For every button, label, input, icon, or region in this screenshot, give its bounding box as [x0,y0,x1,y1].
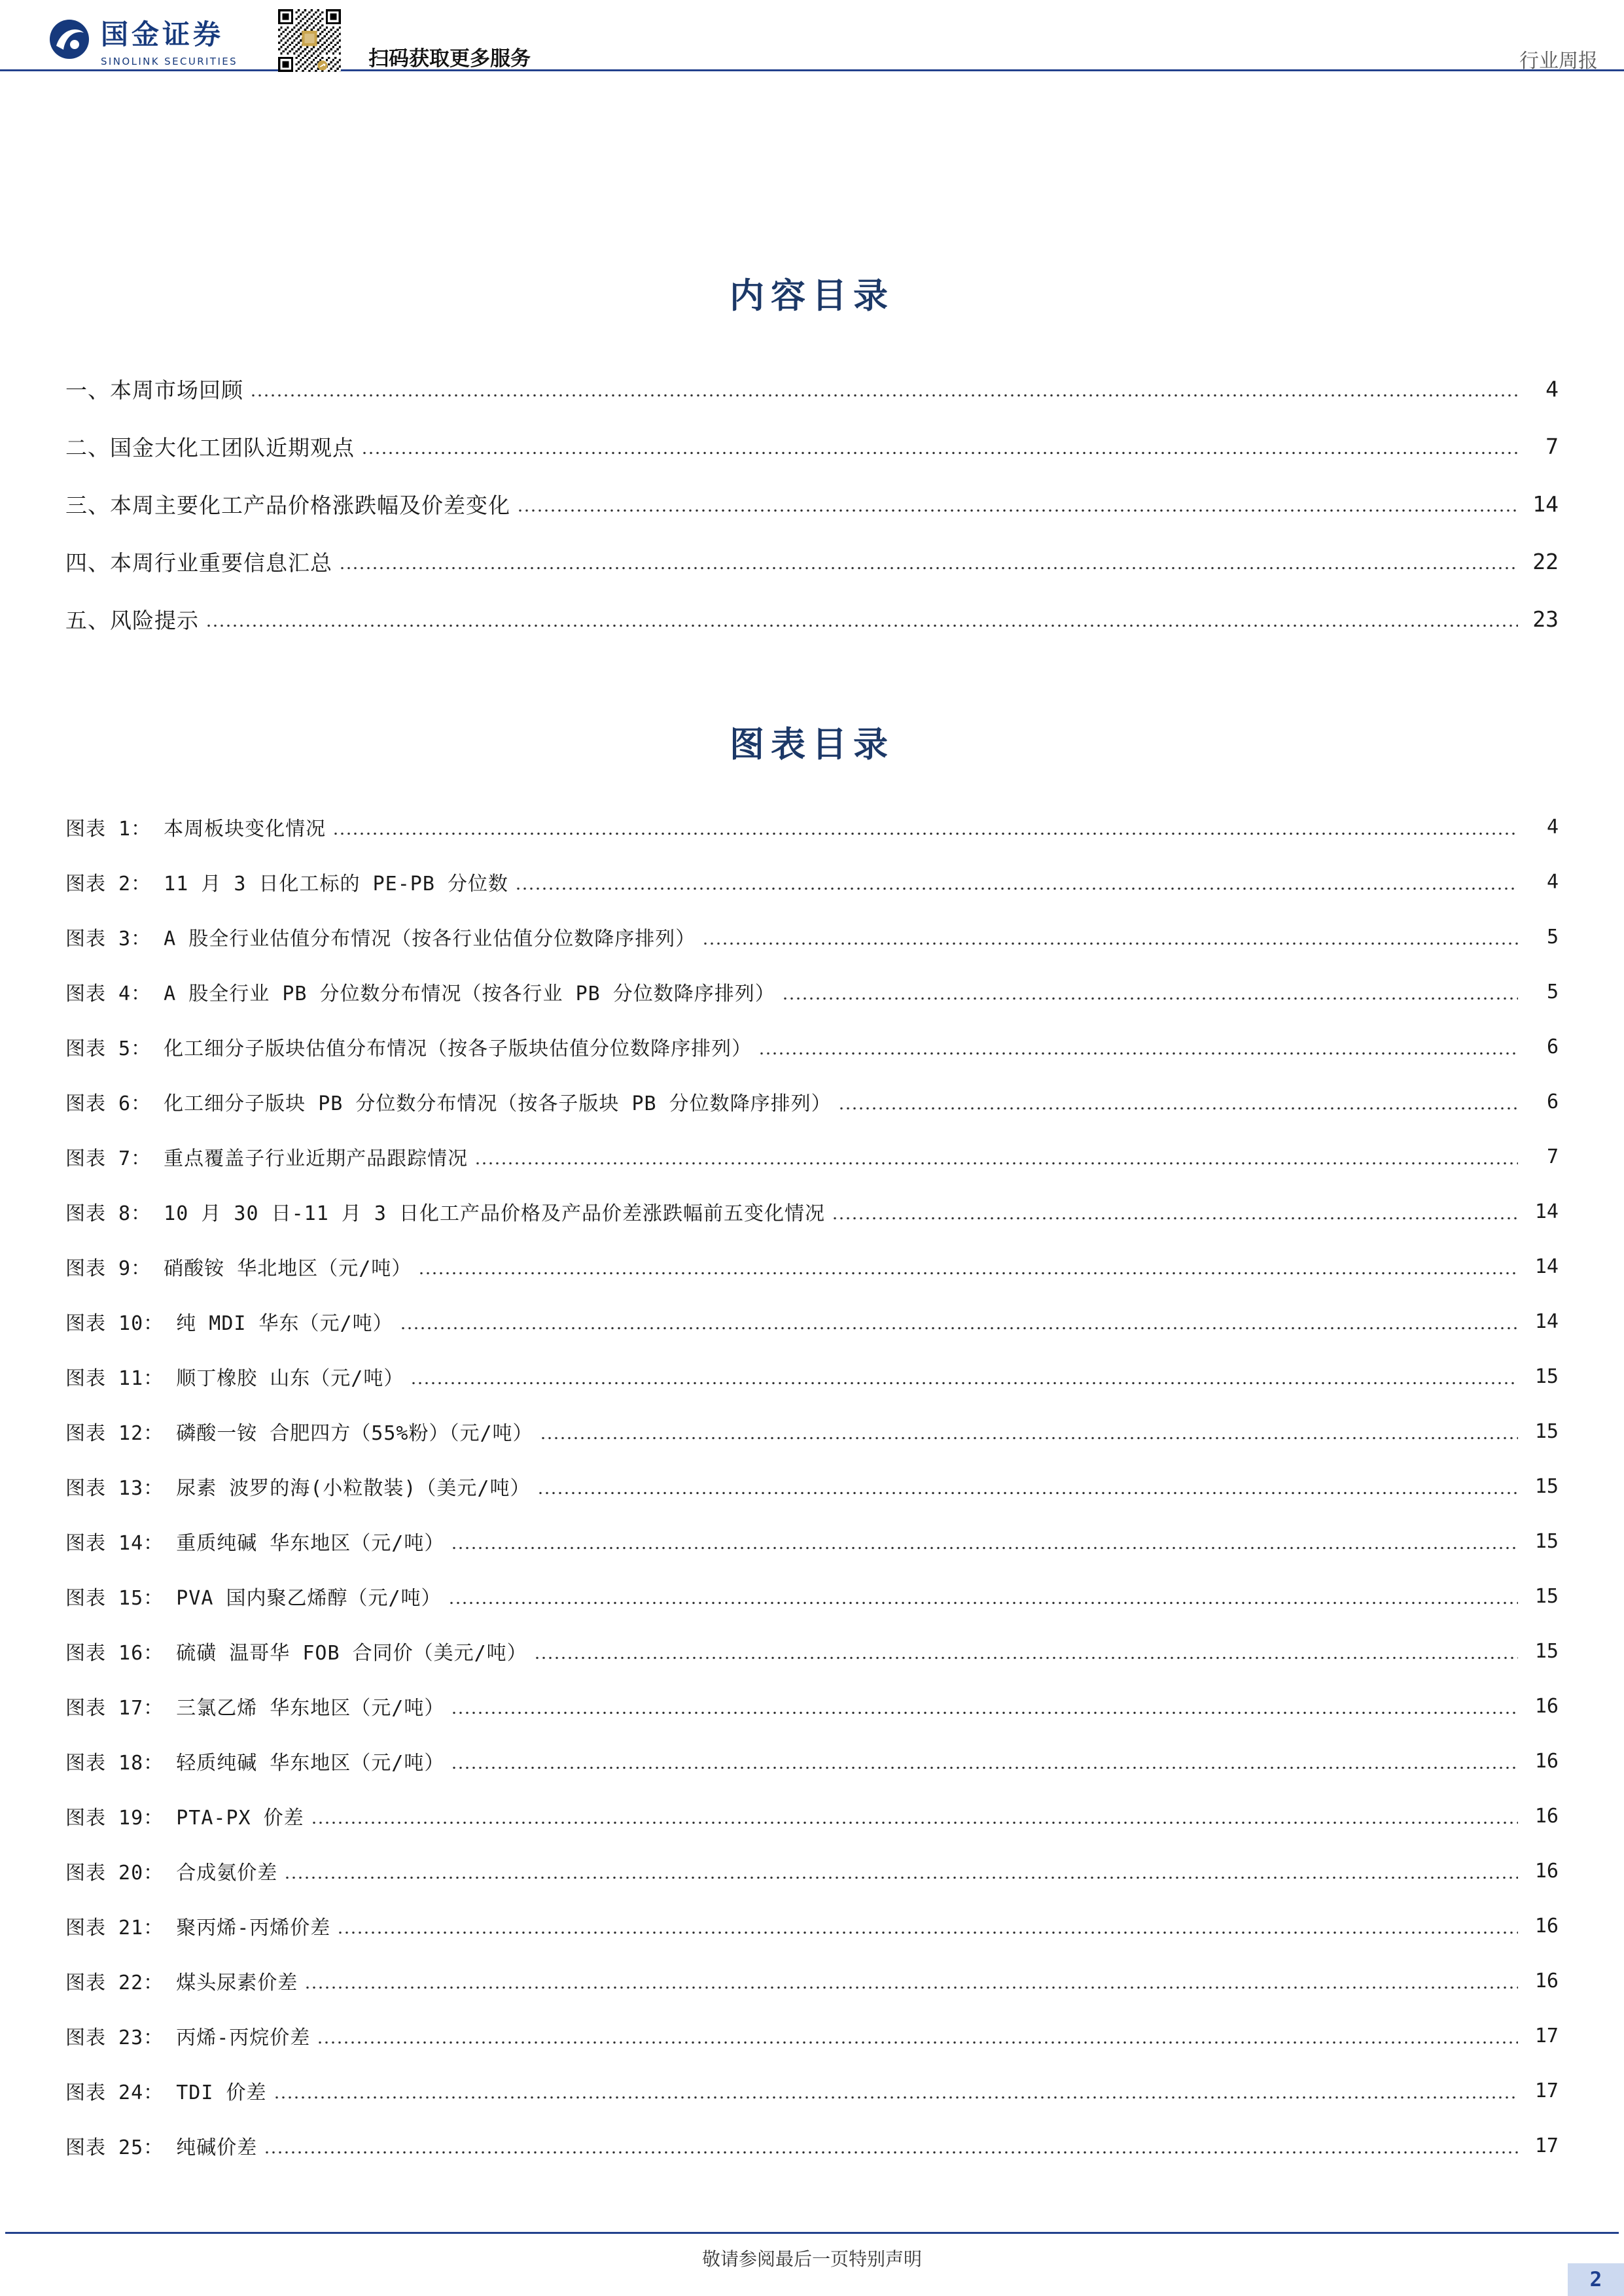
brand-name: 国金证券 [101,18,224,50]
figure-toc-entry [65,909,1559,964]
figure-entry-label: 图表 20： 合成氨价差 [65,1862,278,1885]
sinolink-logo-icon [48,18,90,63]
figure-entry-label: 图表 23： 丙烯-丙烷价差 [65,2026,311,2049]
figure-toc-entry [65,1569,1559,1624]
figure-entry-label: 图表 11： 顺丁橡胶 山东（元/吨） [65,1367,404,1390]
figure-toc-entry [65,1459,1559,1514]
figure-entry-label: 图表 6： 化工细分子版块 PB 分位数分布情况（按各子版块 PB 分位数降序排列） [65,1092,832,1115]
figure-entry-page: 6 [1546,1090,1559,1113]
dot-leader [534,1656,1518,1660]
dot-leader [517,509,1518,512]
dot-leader [274,2096,1519,2099]
figure-toc-entry [65,1019,1559,1074]
dot-leader [832,1217,1518,1220]
dot-leader [400,1327,1518,1330]
figure-entry-label: 图表 16： 硫磺 温哥华 FOB 合同价（美元/吨） [65,1642,527,1665]
figure-entry-label: 图表 12： 磷酸一铵 合肥四方（55%粉）（元/吨） [65,1422,533,1445]
figure-toc-entry [65,2063,1559,2118]
figure-entry-page: 15 [1534,1474,1559,1498]
dot-leader [540,1436,1518,1440]
dot-leader [537,1491,1519,1495]
dot-leader [339,566,1518,570]
dot-leader [311,1821,1518,1824]
toc-entry-page: 4 [1545,375,1559,402]
dot-leader [448,1601,1518,1605]
figure-toc-entry [65,2008,1559,2063]
figure-toc-entry [65,1074,1559,1129]
brand [48,13,238,67]
figure-entry-page: 6 [1546,1035,1559,1058]
figure-entry-label: 图表 10： 纯 MDI 华东（元/吨） [65,1312,393,1335]
figure-toc-entry [65,1679,1559,1733]
dot-leader [410,1382,1518,1385]
figure-entry-page: 16 [1534,1969,1559,1992]
dot-leader [474,1162,1518,1165]
figure-entry-page: 14 [1534,1255,1559,1278]
contents-list [65,360,1559,648]
figure-entry-page: 7 [1546,1145,1559,1168]
dot-leader [304,1986,1518,1989]
report-type-label: 行业周报 [1519,50,1598,73]
figure-toc-entry [65,2118,1559,2173]
dot-leader [451,1546,1518,1550]
dot-leader [205,624,1518,627]
figure-entry-page: 15 [1534,1365,1559,1388]
brand-subtitle: SINOLINK SECURITIES [101,56,238,67]
qr-code [278,9,341,72]
figure-entry-page: 15 [1534,1529,1559,1553]
dot-leader [702,942,1518,945]
figure-entry-page: 5 [1546,925,1559,948]
figure-entry-label: 图表 18： 轻质纯碱 华东地区（元/吨） [65,1752,445,1775]
dot-leader [250,394,1518,397]
figure-entry-label: 图表 24： TDI 价差 [65,2081,267,2104]
dot-leader [264,2151,1518,2154]
dot-leader [758,1052,1518,1055]
toc-entry-label: 三、本周主要化工产品价格涨跌幅及价差变化 [65,492,510,518]
figure-toc-entry [65,1843,1559,1898]
dot-leader [782,997,1518,1000]
dot-leader [451,1711,1518,1714]
figure-toc-entry [65,1349,1559,1404]
toc-entry-label: 一、本周市场回顾 [65,377,243,403]
toc-entry-page: 22 [1532,548,1559,574]
figure-entry-label: 图表 8： 10 月 30 日-11 月 3 日化工产品价格及产品价差涨跌幅前五变化情况 [65,1202,826,1225]
figure-entry-label: 图表 5： 化工细分子版块估值分布情况（按各子版块估值分位数降序排列） [65,1037,752,1060]
dot-leader [337,1931,1518,1934]
figure-entry-page: 4 [1546,815,1559,839]
figure-entry-page: 15 [1534,1419,1559,1443]
brand-text [101,13,238,67]
figure-entry-page: 5 [1546,980,1559,1003]
figure-entry-page: 4 [1546,870,1559,894]
figure-entry-page: 14 [1534,1310,1559,1333]
figure-entry-page: 17 [1534,2024,1559,2047]
figure-entry-page: 16 [1534,1749,1559,1773]
figure-entry-page: 14 [1534,1200,1559,1223]
figure-toc-entry [65,1788,1559,1843]
figure-entry-label: 图表 1： 本周板块变化情况 [65,818,327,841]
dot-leader [418,1272,1518,1275]
figure-entry-label: 图表 21： 聚丙烯-丙烯价差 [65,1917,331,1939]
figure-toc-entry [65,1129,1559,1184]
figure-entry-page: 16 [1534,1914,1559,1938]
figure-entry-page: 17 [1534,2134,1559,2157]
toc-entry [65,417,1559,475]
figure-entry-label: 图表 3： A 股全行业估值分布情况（按各行业估值分位数降序排列） [65,928,696,950]
figure-entry-page: 17 [1534,2079,1559,2102]
figure-entry-label: 图表 7： 重点覆盖子行业近期产品跟踪情况 [65,1147,468,1170]
figure-entry-label: 图表 17： 三氯乙烯 华东地区（元/吨） [65,1697,445,1720]
toc-entry [65,532,1559,590]
toc-entry-page: 14 [1532,491,1559,517]
figure-entry-label: 图表 13： 尿素 波罗的海(小粒散装)（美元/吨） [65,1477,531,1500]
figure-entry-page: 15 [1534,1639,1559,1663]
toc-entry [65,475,1559,532]
toc-entry-page: 7 [1545,433,1559,459]
figure-entry-label: 图表 4： A 股全行业 PB 分位数分布情况（按各行业 PB 分位数降序排列） [65,983,775,1005]
figure-toc-entry [65,854,1559,909]
figure-entry-label: 图表 2： 11 月 3 日化工标的 PE-PB 分位数 [65,873,508,896]
figure-toc-entry [65,799,1559,854]
dot-leader [361,451,1518,455]
dot-leader [515,887,1518,890]
figure-toc-entry [65,1184,1559,1239]
qr-caption: 扫码获取更多服务 [368,47,531,71]
footer-divider [5,2232,1619,2234]
toc-entry-page: 23 [1532,606,1559,632]
toc-entry-label: 五、风险提示 [65,607,199,633]
figure-toc-entry [65,1294,1559,1349]
toc-entry [65,590,1559,648]
toc-entry [65,360,1559,417]
dot-leader [317,2041,1518,2044]
figure-entry-label: 图表 25： 纯碱价差 [65,2136,258,2159]
figure-entry-page: 15 [1534,1584,1559,1608]
figure-entry-label: 图表 22： 煤头尿素价差 [65,1972,298,1994]
toc-entry-label: 四、本周行业重要信息汇总 [65,549,332,576]
figure-entry-label: 图表 9： 硝酸铵 华北地区（元/吨） [65,1257,412,1280]
dot-leader [451,1766,1518,1769]
figure-toc-entry [65,1953,1559,2008]
figures-list [65,799,1559,2173]
figure-entry-page: 16 [1534,1694,1559,1718]
contents-title: 内容目录 [730,275,894,316]
figure-toc-entry [65,964,1559,1019]
figure-entry-label: 图表 15： PVA 国内聚乙烯醇（元/吨） [65,1587,442,1610]
figure-entry-page: 16 [1534,1804,1559,1828]
page-number: 2 [1568,2263,1624,2296]
dot-leader [332,832,1518,835]
figure-entry-label: 图表 14： 重质纯碱 华东地区（元/吨） [65,1532,445,1555]
figure-toc-entry [65,1898,1559,1953]
figure-toc-entry [65,1624,1559,1679]
dot-leader [838,1107,1518,1110]
figure-toc-entry [65,1239,1559,1294]
dot-leader [284,1876,1518,1879]
figure-toc-entry [65,1404,1559,1459]
figure-entry-label: 图表 19： PTA-PX 价差 [65,1807,304,1830]
figure-entry-page: 16 [1534,1859,1559,1883]
footer-disclaimer: 敬请参阅最后一页特别声明 [701,2248,922,2270]
page-header [0,0,1624,71]
figure-toc-entry [65,1514,1559,1569]
toc-entry-label: 二、国金大化工团队近期观点 [65,434,355,461]
figures-title: 图表目录 [730,724,894,765]
figure-toc-entry [65,1733,1559,1788]
